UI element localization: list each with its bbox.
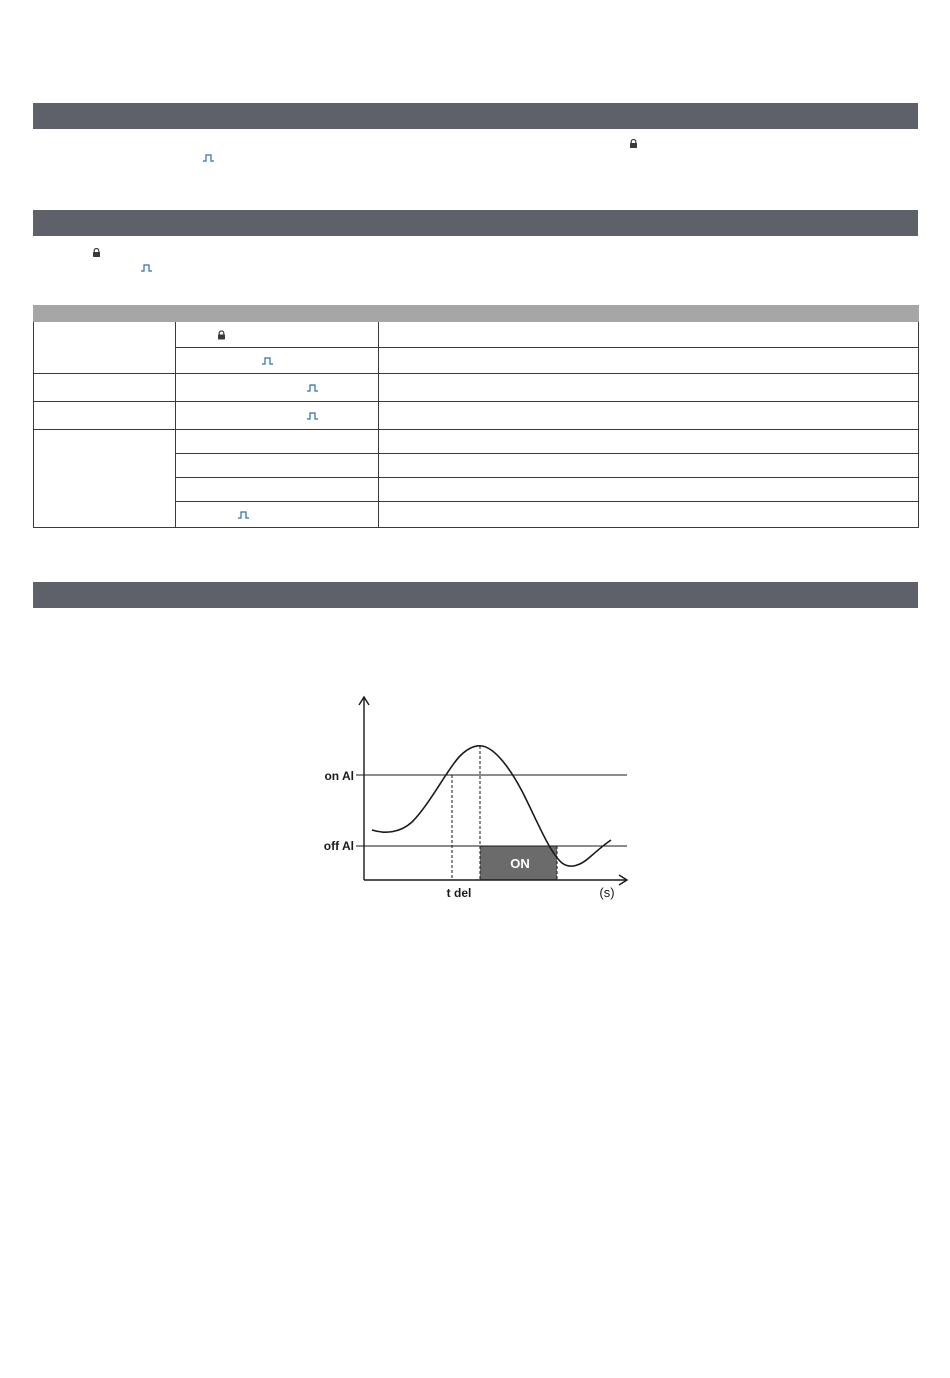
table-header-cell: [379, 306, 919, 322]
table-cell: [34, 374, 176, 402]
pulse-icon: [238, 511, 249, 519]
time-unit-label: (s): [599, 885, 615, 900]
table-cell: [379, 374, 919, 402]
table-cell: [176, 348, 379, 374]
table-cell: [176, 402, 379, 430]
pulse-icon: [307, 412, 318, 420]
table-cell: [34, 402, 176, 430]
table-cell: [176, 430, 379, 454]
pulse-icon: [203, 154, 214, 162]
table-cell: [176, 478, 379, 502]
table-cell: [379, 502, 919, 528]
lock-icon: [92, 248, 101, 257]
table-cell: [176, 502, 379, 528]
table-cell: [379, 430, 919, 454]
section-header-bar-2: [33, 210, 918, 236]
table-row: [34, 322, 919, 348]
lock-icon: [629, 139, 638, 148]
off-threshold-label: off Al: [323, 839, 354, 853]
pulse-icon: [141, 264, 152, 272]
table-cell: [379, 348, 919, 374]
table-cell: [34, 430, 176, 528]
table-cell: [379, 478, 919, 502]
parameter-table: [33, 305, 918, 528]
table-header-row: [34, 306, 919, 322]
table-cell: [176, 374, 379, 402]
lock-icon: [217, 330, 226, 339]
table-cell: [34, 322, 176, 374]
on-threshold-label: on Al: [324, 769, 354, 783]
on-region-label: ON: [510, 856, 530, 871]
table-cell: [379, 322, 919, 348]
alarm-delay-diagram: [310, 688, 640, 908]
alarm-diagram-svg: [310, 688, 640, 908]
section-header-bar-1: [33, 103, 918, 129]
table-row: [34, 374, 919, 402]
pulse-icon: [307, 384, 318, 392]
delay-label: t del: [446, 886, 472, 900]
table-header-cell: [34, 306, 176, 322]
table-row: [34, 430, 919, 454]
table-header-cell: [176, 306, 379, 322]
table-cell: [379, 454, 919, 478]
table-cell: [176, 454, 379, 478]
table-cell: [176, 322, 379, 348]
section-header-bar-3: [33, 582, 918, 608]
pulse-icon: [262, 357, 273, 365]
table-row: [34, 402, 919, 430]
table-cell: [379, 402, 919, 430]
